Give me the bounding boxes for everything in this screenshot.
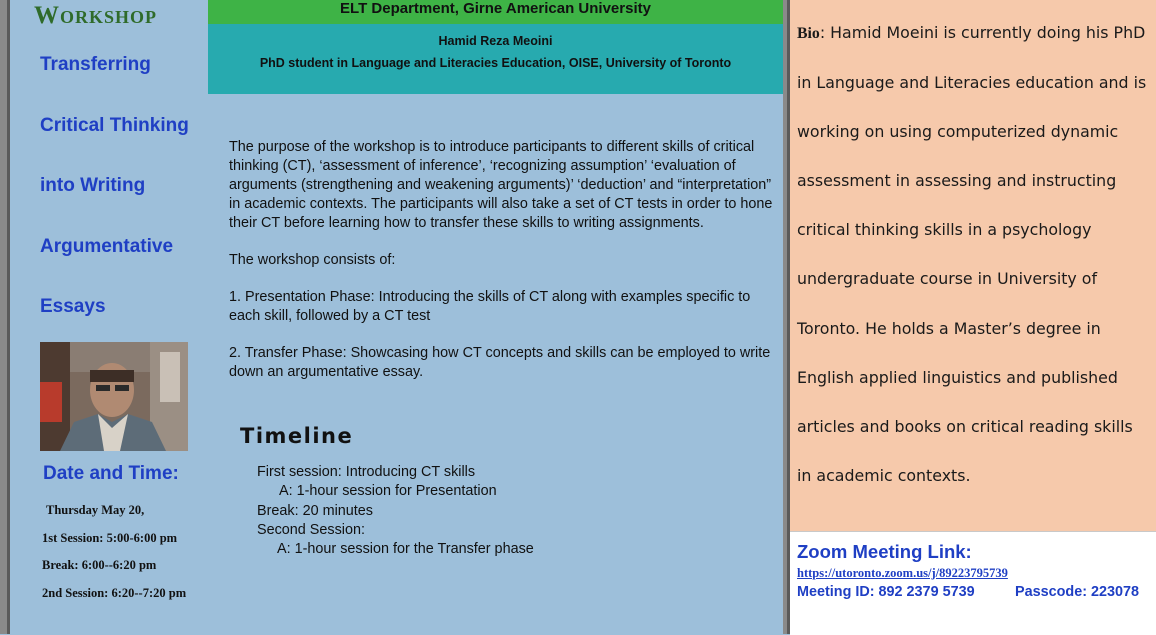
presenter-banner: [208, 24, 783, 94]
session-time-line: 2nd Session: 6:20--7:20 pm: [42, 585, 187, 600]
presenter-photo-image: [40, 342, 188, 451]
timeline-break: Break: 20 minutes: [257, 502, 373, 519]
session-time-line: Break: 6:00--6:20 pm: [42, 558, 157, 572]
topic-line: into Writing: [40, 175, 146, 196]
topic-line: Essays: [40, 296, 106, 317]
zoom-meeting-link[interactable]: https://utoronto.zoom.us/j/89223795739: [797, 566, 1008, 580]
bio-text: [797, 8, 1152, 500]
presenter-name: Hamid Reza Meoini: [438, 34, 553, 48]
workshop-title: Workshop: [34, 2, 158, 29]
consists-paragraph: The workshop consists of:: [229, 252, 396, 268]
topic-line: Transferring: [40, 54, 151, 75]
timeline-first-session: First session: Introducing CT skills: [257, 464, 476, 480]
date-heading: Date and Time:: [43, 463, 179, 484]
topic-line: Critical Thinking: [40, 114, 189, 136]
phase-2-paragraph: 2. Transfer Phase: Showcasing how CT concepts and skills can be employed to write down an argumentative essay.: [229, 345, 771, 380]
timeline-second-session: Second Session:: [257, 521, 366, 538]
purpose-paragraph: The purpose of the workshop is to introduce participants to different skills of critical thinking (CT), ‘assessment of inference’, ‘recognizing assumption’ ‘evaluation of arguments (strengthening and weakening arguments)’ ‘deduction’ and “interpretation” in academic contexts. The participants will also take a set of CT tests in order to hone their CT before learning how to transfer these skills to writing assignments.: [229, 139, 773, 231]
timeline-second-detail: A: 1-hour session for the Transfer phase: [277, 541, 534, 558]
phase-1-paragraph: 1. Presentation Phase: Introducing the skills of CT along with examples specific to each skill, followed by a CT test: [229, 289, 751, 324]
workshop-topic: [40, 52, 205, 355]
timeline-heading: Timeline: [240, 424, 354, 448]
session-time-line: 1st Session: 5:00-6:00 pm: [42, 530, 178, 545]
date-details: [42, 500, 186, 610]
department-banner: [208, 0, 783, 24]
timeline-first-detail: A: 1-hour session for Presentation: [279, 483, 497, 500]
timeline-list: [257, 463, 534, 559]
date-line: Thursday May 20,: [46, 503, 145, 517]
topic-line: Argumentative: [40, 235, 174, 257]
zoom-heading: Zoom Meeting Link:: [797, 541, 972, 562]
presenter-role: PhD student in Language and Literacies Education, OISE, University of Toronto: [259, 56, 732, 70]
presenter-photo: [40, 342, 188, 451]
department-text: ELT Department, Girne American University: [340, 0, 651, 17]
bio-label: Bio: [797, 25, 820, 42]
meeting-id: Meeting ID: 892 2379 5739: [797, 584, 975, 600]
passcode: Passcode: 223078: [1015, 584, 1140, 600]
bio-body: : Hamid Moeini is currently doing his PhD in Language and Literacies education and is working on using computerized dynamic assessment in assessing and instructing critical thinking skills in a psychology undergraduate course in University of Toronto. He holds a Master’s degree in English applied linguistics and published articles and books on critical reading skills in academic contexts.: [797, 23, 1147, 485]
workshop-description: [229, 138, 774, 400]
